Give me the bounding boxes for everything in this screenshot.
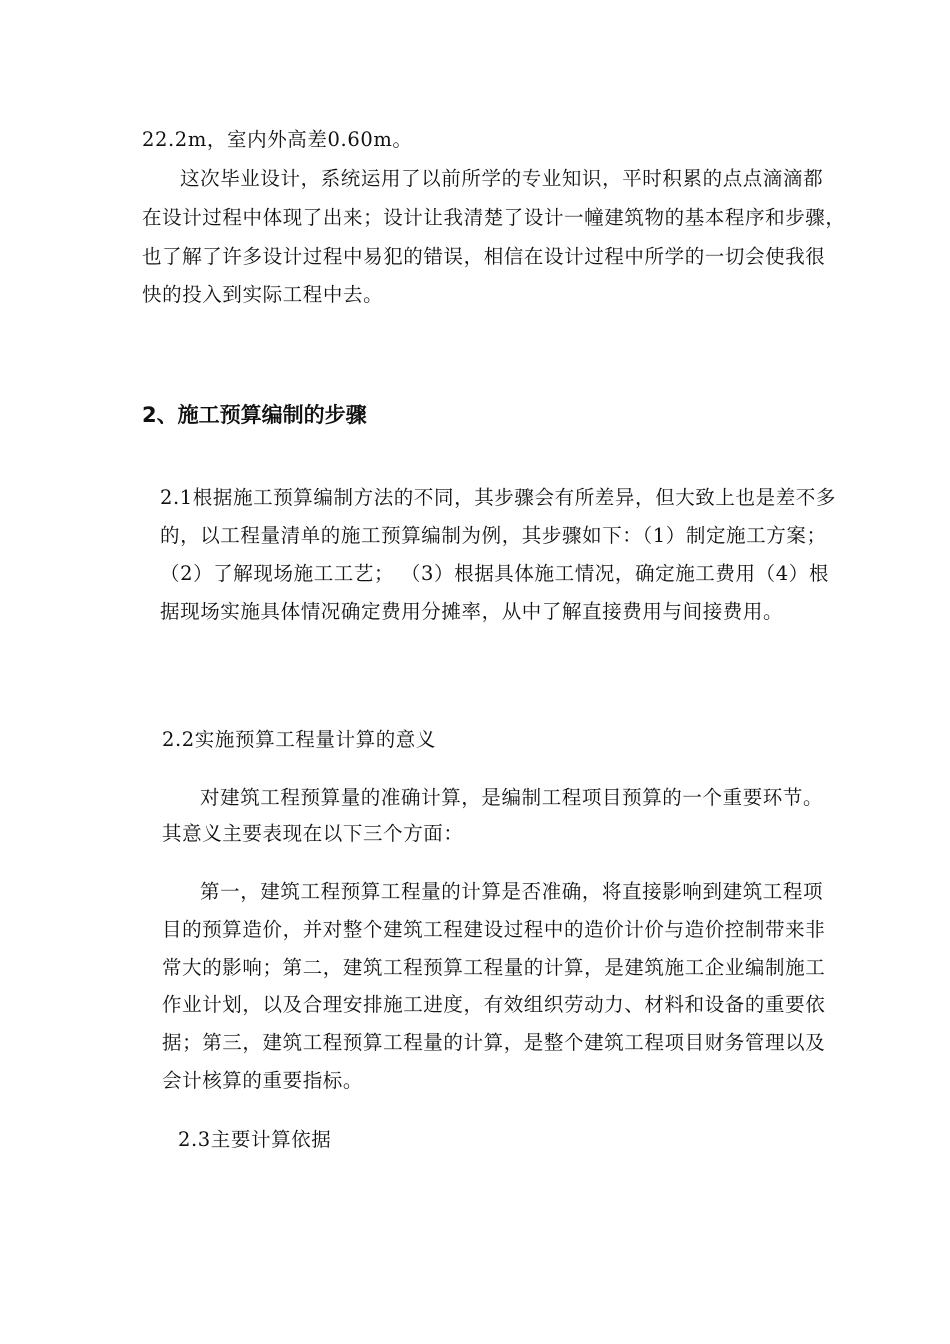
section-2-2-paragraph-line: 对建筑工程预算量的准确计算，是编制工程项目预算的一个重要环节。 [200, 786, 824, 809]
intro-paragraph-line: 这次毕业设计，系统运用了以前所学的专业知识，平时积累的点点滴滴都 [180, 167, 824, 190]
section-2-2-paragraph-line: 作业计划，以及合理安排施工进度，有效组织劳动力、材料和设备的重要依 [162, 993, 826, 1016]
intro-line-1: 22.2m，室内外高差0.60m。 [142, 128, 413, 151]
section-2-2-title: 2.2实施预算工程量计算的意义 [162, 728, 437, 751]
section-2-2-paragraph-line: 据；第三，建筑工程预算工程量的计算，是整个建筑工程项目财务管理以及 [162, 1031, 826, 1054]
section-2-2-paragraph-line: 第一，建筑工程预算工程量的计算是否准确，将直接影响到建筑工程项 [200, 880, 824, 903]
section-2-3-title: 2.3主要计算依据 [178, 1128, 332, 1151]
section-2-2-paragraph-line: 其意义主要表现在以下三个方面： [162, 822, 464, 845]
section-2-2-paragraph-line: 目的预算造价，并对整个建筑工程建设过程中的造价计价与造价控制带来非 [162, 918, 826, 941]
section-2-1-line: 2.1根据施工预算编制方法的不同，其步骤会有所差异，但大致上也是差不多 [160, 486, 837, 509]
section-2-2-paragraph-line: 常大的影响；第二，建筑工程预算工程量的计算，是建筑施工企业编制施工 [162, 956, 826, 979]
intro-paragraph-line: 在设计过程中体现了出来；设计让我清楚了设计一幢建筑物的基本程序和步骤， [142, 206, 846, 229]
section-2-1-line: 的，以工程量清单的施工预算编制为例，其步骤如下：（1）制定施工方案； [160, 524, 827, 547]
section-2-2-paragraph-line: 会计核算的重要指标。 [162, 1069, 364, 1092]
intro-paragraph-line: 快的投入到实际工程中去。 [142, 283, 384, 306]
section-heading: 2、施工预算编制的步骤 [142, 403, 367, 427]
section-2-1-line: （2）了解现场施工工艺； （3）根据具体施工情况，确定施工费用（4）根 [160, 562, 829, 585]
section-2-1-line: 据现场实施具体情况确定费用分摊率，从中了解直接费用与间接费用。 [160, 600, 784, 623]
intro-paragraph-line: 也了解了许多设计过程中易犯的错误，相信在设计过程中所学的一切会使我很 [142, 245, 826, 268]
